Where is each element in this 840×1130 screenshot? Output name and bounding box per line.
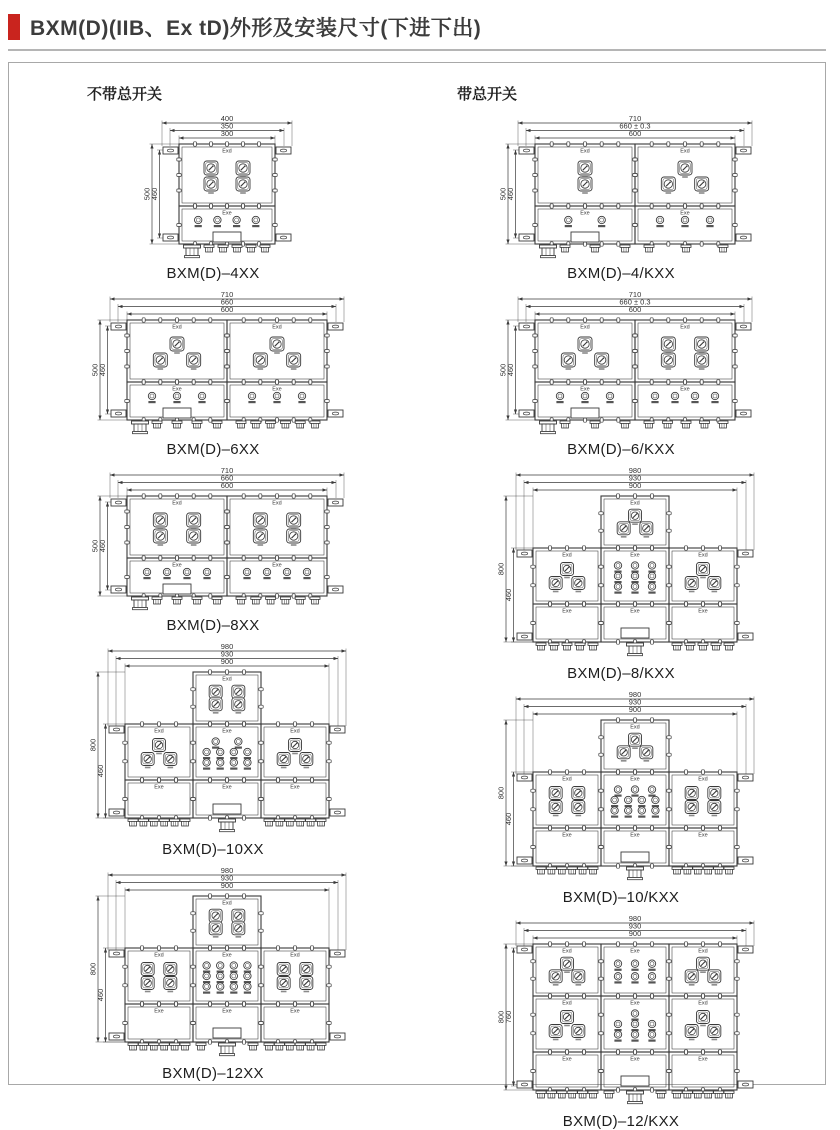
svg-text:Exe: Exe [562, 1056, 572, 1063]
drawing-bxm-d-8xx [73, 466, 353, 616]
svg-text:460: 460 [504, 588, 513, 602]
column-header-right: 带总开关 [457, 86, 518, 103]
svg-text:Exd: Exd [562, 776, 572, 783]
svg-text:Exe: Exe [222, 210, 232, 217]
figure-list-right [479, 106, 763, 1130]
column-without-main-switch [9, 63, 417, 1084]
svg-text:460: 460 [150, 187, 159, 201]
svg-text:800: 800 [496, 786, 506, 800]
svg-text:Exe: Exe [272, 562, 282, 569]
svg-text:Exe: Exe [680, 210, 690, 217]
svg-text:Exd: Exd [272, 324, 282, 331]
figure-bxm-d-12xx [71, 866, 355, 1082]
figure-bxm-d-8xx [71, 466, 355, 634]
model-label: BXM(D)–10/KXX [562, 889, 680, 906]
drawing-bxm-d-4xx [125, 114, 301, 264]
model-label: BXM(D)–8XX [166, 617, 260, 634]
svg-text:Exd: Exd [222, 148, 232, 155]
svg-text:930: 930 [628, 473, 642, 483]
svg-text:Exe: Exe [680, 386, 690, 393]
svg-text:660 ± 0.3: 660 ± 0.3 [619, 121, 651, 131]
figure-bxm-d-4-kxx [479, 114, 763, 282]
svg-text:500: 500 [498, 363, 508, 377]
svg-text:Exd: Exd [172, 500, 182, 507]
svg-text:980: 980 [628, 914, 642, 924]
svg-text:Exe: Exe [172, 562, 182, 569]
svg-text:710: 710 [628, 290, 642, 300]
svg-text:800: 800 [496, 562, 506, 576]
svg-text:980: 980 [220, 866, 234, 876]
svg-text:460: 460 [504, 812, 513, 826]
svg-text:Exd: Exd [580, 148, 590, 155]
page-header [8, 0, 826, 51]
figure-bxm-d-12-kxx [479, 914, 763, 1130]
figure-bxm-d-10xx [71, 642, 355, 858]
model-label: BXM(D)–6XX [166, 441, 260, 458]
svg-text:Exe: Exe [172, 386, 182, 393]
svg-text:930: 930 [220, 649, 234, 659]
svg-text:930: 930 [628, 921, 642, 931]
svg-text:710: 710 [220, 466, 234, 476]
model-label: BXM(D)–8/KXX [567, 665, 675, 682]
svg-text:Exe: Exe [630, 1000, 640, 1007]
svg-text:400: 400 [220, 114, 234, 124]
svg-text:Exd: Exd [698, 948, 708, 955]
svg-text:Exe: Exe [630, 776, 640, 783]
svg-text:Exe: Exe [698, 1056, 708, 1063]
svg-text:660 ± 0.3: 660 ± 0.3 [619, 297, 651, 307]
svg-text:Exd: Exd [154, 728, 164, 735]
svg-text:500: 500 [498, 187, 508, 201]
model-label: BXM(D)–12/KXX [562, 1113, 680, 1130]
svg-text:460: 460 [96, 988, 105, 1002]
svg-text:460: 460 [506, 363, 515, 377]
svg-text:Exd: Exd [172, 324, 182, 331]
svg-text:Exe: Exe [698, 832, 708, 839]
drawing-bxm-d-4-kxx [481, 114, 761, 264]
svg-text:Exe: Exe [698, 608, 708, 615]
drawing-bxm-d-10-kxx [479, 690, 763, 888]
drawing-bxm-d-6xx [73, 290, 353, 440]
svg-text:980: 980 [628, 690, 642, 700]
svg-text:Exd: Exd [222, 900, 232, 907]
model-label: BXM(D)–4XX [166, 265, 260, 282]
svg-text:Exd: Exd [562, 552, 572, 559]
model-label: BXM(D)–6/KXX [567, 441, 675, 458]
svg-text:900: 900 [220, 657, 234, 667]
svg-text:600: 600 [628, 129, 642, 139]
svg-text:Exe: Exe [222, 1008, 232, 1015]
svg-text:Exe: Exe [222, 784, 232, 791]
svg-text:660: 660 [220, 297, 234, 307]
svg-text:300: 300 [220, 129, 234, 139]
svg-text:760: 760 [504, 1010, 513, 1024]
figure-bxm-d-6xx [71, 290, 355, 458]
title-accent-bar [8, 14, 20, 40]
svg-text:Exe: Exe [562, 832, 572, 839]
svg-text:Exe: Exe [154, 784, 164, 791]
figure-bxm-d-6-kxx [479, 290, 763, 458]
model-label: BXM(D)–10XX [162, 841, 264, 858]
svg-text:800: 800 [496, 1010, 506, 1024]
svg-text:980: 980 [220, 642, 234, 652]
drawing-bxm-d-6-kxx [481, 290, 761, 440]
svg-text:800: 800 [88, 738, 98, 752]
content-frame [8, 62, 826, 1130]
svg-text:600: 600 [220, 481, 234, 491]
svg-text:930: 930 [628, 697, 642, 707]
svg-text:Exd: Exd [290, 952, 300, 959]
svg-text:Exd: Exd [272, 500, 282, 507]
svg-text:710: 710 [220, 290, 234, 300]
model-label: BXM(D)–12XX [162, 1065, 264, 1082]
figure-bxm-d-10-kxx [479, 690, 763, 906]
drawing-bxm-d-12xx [71, 866, 355, 1064]
column-with-main-switch [417, 63, 825, 1130]
svg-text:Exe: Exe [562, 608, 572, 615]
svg-text:930: 930 [220, 873, 234, 883]
drawing-bxm-d-12-kxx [479, 914, 763, 1112]
svg-text:Exe: Exe [630, 552, 640, 559]
svg-text:Exd: Exd [154, 952, 164, 959]
svg-text:Exe: Exe [580, 386, 590, 393]
svg-text:600: 600 [220, 305, 234, 315]
svg-text:900: 900 [220, 881, 234, 891]
svg-text:Exd: Exd [680, 148, 690, 155]
svg-text:460: 460 [98, 363, 107, 377]
page-title: BXM(D)(IIB、Ex tD)外形及安装尺寸(下进下出) [30, 17, 482, 40]
svg-text:Exd: Exd [630, 500, 640, 507]
svg-text:710: 710 [628, 114, 642, 124]
svg-text:Exd: Exd [698, 776, 708, 783]
svg-text:500: 500 [142, 187, 152, 201]
svg-text:Exe: Exe [290, 784, 300, 791]
svg-text:Exe: Exe [222, 952, 232, 959]
svg-text:Exd: Exd [580, 324, 590, 331]
svg-text:Exe: Exe [630, 832, 640, 839]
svg-text:460: 460 [96, 764, 105, 778]
svg-text:Exd: Exd [698, 1000, 708, 1007]
svg-text:Exe: Exe [290, 1008, 300, 1015]
drawing-bxm-d-8-kxx [479, 466, 763, 664]
svg-text:350: 350 [220, 121, 234, 131]
svg-text:500: 500 [90, 539, 100, 553]
svg-text:460: 460 [98, 539, 107, 553]
svg-text:Exe: Exe [272, 386, 282, 393]
figure-bxm-d-4xx [71, 114, 355, 282]
svg-text:980: 980 [628, 466, 642, 476]
svg-text:600: 600 [628, 305, 642, 315]
svg-text:Exd: Exd [630, 724, 640, 731]
svg-text:900: 900 [628, 481, 642, 491]
svg-text:Exd: Exd [290, 728, 300, 735]
svg-text:900: 900 [628, 929, 642, 939]
svg-text:Exd: Exd [698, 552, 708, 559]
svg-text:500: 500 [90, 363, 100, 377]
drawing-bxm-d-10xx [71, 642, 355, 840]
figure-bxm-d-8-kxx [479, 466, 763, 682]
svg-text:Exd: Exd [680, 324, 690, 331]
model-label: BXM(D)–4/KXX [567, 265, 675, 282]
svg-text:Exd: Exd [222, 676, 232, 683]
svg-text:660: 660 [220, 473, 234, 483]
svg-text:Exe: Exe [222, 728, 232, 735]
svg-text:Exd: Exd [562, 948, 572, 955]
svg-text:Exe: Exe [154, 1008, 164, 1015]
svg-text:Exd: Exd [562, 1000, 572, 1007]
svg-text:Exe: Exe [630, 1056, 640, 1063]
svg-text:460: 460 [506, 187, 515, 201]
svg-text:Exe: Exe [630, 948, 640, 955]
svg-text:Exe: Exe [630, 608, 640, 615]
svg-text:Exe: Exe [580, 210, 590, 217]
svg-text:900: 900 [628, 705, 642, 715]
svg-text:800: 800 [88, 962, 98, 976]
column-header-left: 不带总开关 [87, 86, 163, 103]
figure-list-left [71, 106, 355, 1082]
